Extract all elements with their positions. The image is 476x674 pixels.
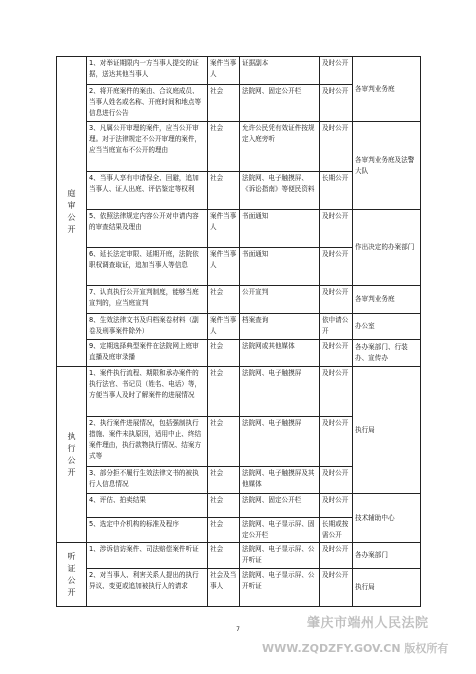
time-cell: 及时公开	[320, 286, 353, 314]
method-cell: 允许公民凭有效证件按规定入庭旁听	[240, 122, 320, 172]
method-cell: 法院网、电子触摸屏	[240, 367, 320, 417]
time-cell: 长期或按需公开	[320, 518, 353, 543]
scope-cell: 社会及当事人	[208, 569, 240, 607]
owner-cell: 作出决定的办案部门	[353, 210, 421, 286]
time-cell: 及时公开	[320, 494, 353, 518]
time-cell: 依申请公开	[320, 314, 353, 340]
item-cell: 3、凡属公开审理的案件，应当公开审理。对于法律规定不公开审理的案件，应当当庭宣布不公开的理由	[87, 122, 208, 172]
method-cell: 法院网、固定公开栏	[240, 494, 320, 518]
table-row	[57, 210, 421, 248]
scope-cell: 社会	[208, 122, 240, 172]
item-cell: 3、部分拒不履行生效法律文书的被执行人信息情况	[87, 467, 208, 494]
category-cell	[57, 543, 87, 607]
item-cell: 5、选定中介机构的标准及程序	[87, 518, 208, 543]
scope-cell: 案件当事人	[208, 210, 240, 248]
table-row	[57, 494, 421, 518]
method-cell: 法院网、电子显示屏、公开听证	[240, 569, 320, 607]
table-row	[57, 569, 421, 607]
method-cell: 证据副本	[240, 57, 320, 85]
watermark-court-name: 肇庆市端州人民法院	[307, 616, 429, 631]
owner-cell: 各办案部门	[353, 543, 421, 569]
item-cell: 2、对当事人、利害关系人提出的执行异议、变更或追加被执行人的请求	[87, 569, 208, 607]
item-cell: 4、评估、拍卖结果	[87, 494, 208, 518]
scope-cell: 社会	[208, 286, 240, 314]
category-cell	[57, 367, 87, 543]
scope-cell: 社会	[208, 340, 240, 367]
scope-cell: 社会	[208, 467, 240, 494]
item-cell: 1、案件执行流程、期限和承办案件的执行法官、书记员（姓名、电话）等，方便当事人及时了解案件的进展情况	[87, 367, 208, 417]
scope-cell: 社会	[208, 172, 240, 210]
method-cell: 法院网、电子触摸屏、《诉讼指南》等便民资料	[240, 172, 320, 210]
category-cell	[57, 57, 87, 367]
item-cell: 1、涉诉信访案件、司法赔偿案件听证	[87, 543, 208, 569]
table-row	[57, 286, 421, 314]
time-cell: 及时公开	[320, 569, 353, 607]
item-cell: 7、认真执行公开宣判制度，能够当庭宣判的，应当庭宣判	[87, 286, 208, 314]
time-cell: 长期公开	[320, 172, 353, 210]
scope-cell: 案件当事人	[208, 57, 240, 85]
time-cell: 及时公开	[320, 543, 353, 569]
method-cell: 档案查询	[240, 314, 320, 340]
time-cell: 及时公开	[320, 57, 353, 85]
scope-cell: 社会	[208, 543, 240, 569]
page-number: 7	[236, 626, 240, 633]
scope-cell: 社会	[208, 518, 240, 543]
category-label: 庭审公开	[67, 188, 76, 234]
owner-cell: 各审判业务庭及法警大队	[353, 122, 421, 210]
scope-cell: 社会	[208, 85, 240, 122]
scope-cell: 社会	[208, 417, 240, 467]
category-label: 听证公开	[67, 551, 76, 597]
method-cell: 书面通知	[240, 210, 320, 248]
method-cell: 法院网、固定公开栏	[240, 85, 320, 122]
method-cell: 法院网或其他媒体	[240, 340, 320, 367]
table-row	[57, 314, 421, 340]
item-cell: 8、生效法律文书及归档案卷材料（副卷及刑事案件除外）	[87, 314, 208, 340]
owner-cell: 执行局	[353, 569, 421, 607]
method-cell: 书面通知	[240, 248, 320, 286]
scope-cell: 案件当事人	[208, 248, 240, 286]
watermark-url: WWW.ZQDZFY.GOV.CN 版权所有	[262, 642, 449, 655]
time-cell: 及时公开	[320, 85, 353, 122]
item-cell: 9、定期选择典型案件在法院网上庭审直播及庭审录播	[87, 340, 208, 367]
table-row	[57, 543, 421, 569]
table-row	[57, 367, 421, 417]
table-row	[57, 122, 421, 172]
owner-cell: 技术辅助中心	[353, 494, 421, 543]
item-cell: 5、依照法律规定内容公开对申请内容的审查结果及理由	[87, 210, 208, 248]
method-cell: 法院网、电子显示屏、公开听证	[240, 543, 320, 569]
item-cell: 6、延长法定审限、延期开庭，法院依职权调查取证，追加当事人等信息	[87, 248, 208, 286]
time-cell: 及时公开	[320, 340, 353, 367]
owner-cell: 各办案部门、行装办、宣传办	[353, 340, 421, 367]
table-row	[57, 340, 421, 367]
scope-cell: 社会	[208, 367, 240, 417]
owner-cell: 各审判业务庭	[353, 286, 421, 314]
method-cell: 法院网、电子显示屏、固定公开栏	[240, 518, 320, 543]
time-cell: 及时公开	[320, 467, 353, 494]
item-cell: 4、当事人享有申请保全、回避，追加当事人、证人出庭、评估鉴定等权利	[87, 172, 208, 210]
owner-cell: 执行局	[353, 367, 421, 494]
time-cell: 及时公开	[320, 417, 353, 467]
time-cell: 及时公开	[320, 248, 353, 286]
method-cell: 法院网、电子触摸屏	[240, 417, 320, 467]
scope-cell: 案件当事人	[208, 314, 240, 340]
item-cell: 2、将开庭案件的案由、合议庭成员、当事人姓名或名称、开庭时间和地点等信息进行公告	[87, 85, 208, 122]
scope-cell: 社会	[208, 494, 240, 518]
category-label: 执行公开	[67, 431, 76, 477]
disclosure-table	[56, 56, 421, 607]
time-cell: 及时公开	[320, 210, 353, 248]
method-cell: 法院网、电子触摸屏及其他媒体	[240, 467, 320, 494]
item-cell: 1、对举证期限内一方当事人提交的证据，送达其他当事人	[87, 57, 208, 85]
item-cell: 2、执行案件进展情况，包括强制执行措施、案件未执原因，适用中止、终结案件理由，执行款物执行情况、结案方式等	[87, 417, 208, 467]
method-cell: 公开宣判	[240, 286, 320, 314]
owner-cell: 办公室	[353, 314, 421, 340]
table-row	[57, 57, 421, 85]
owner-cell: 各审判业务庭	[353, 57, 421, 122]
time-cell: 及时公开	[320, 122, 353, 172]
time-cell: 及时公开	[320, 367, 353, 417]
